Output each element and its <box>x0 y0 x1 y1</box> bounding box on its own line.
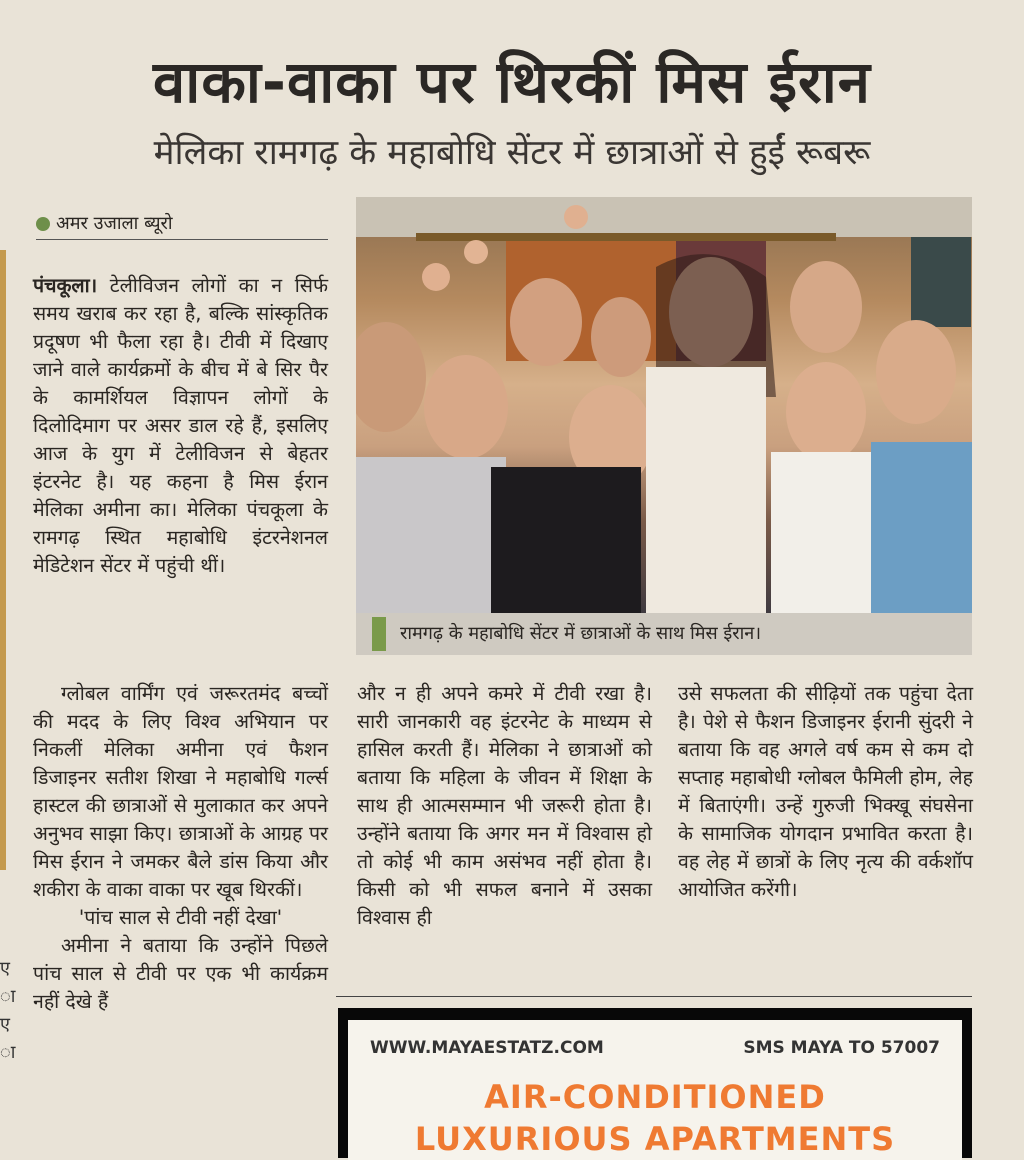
dateline: पंचकूला। <box>33 274 98 297</box>
ad-url: WWW.MAYAESTATZ.COM <box>370 1038 604 1058</box>
article-column-2 <box>357 680 652 932</box>
ad-panel <box>348 1020 962 1160</box>
paragraph-col3: उसे सफलता की सीढ़ियों तक पहुंचा देता है। पेशे से फैशन डिजाइनर ईरानी सुंदरी ने बताया कि वह अगले वर्ष कम से कम दो सप्ताह महाबोधी ग्लोबल फैमिली होम, लेह में बिताएंगी। उन्हें गुरुजी भिक्खू संघसेना के सामाजिक योगदान प्रभावित करता है। वह लेह में छात्रों के लिए नृत्य की वर्कशॉप आयोजित करेंगी। <box>678 682 973 901</box>
article-subheadline: मेलिका रामगढ़ के महाबोधि सेंटर में छात्राओं से हुईं रूबरू <box>153 133 871 173</box>
article-photo <box>356 197 972 613</box>
advertisement <box>338 1008 972 1158</box>
article-column-3 <box>678 680 973 904</box>
bullet-icon <box>36 217 50 231</box>
ad-headline-1: AIR-CONDITIONED <box>484 1078 826 1116</box>
article-headline: वाका-वाका पर थिरकीं मिस ईरान <box>153 48 871 116</box>
adjacent-article-edge <box>0 250 6 870</box>
article-column-1-bottom <box>33 680 328 1016</box>
paragraph-1: टेलीविजन लोगों का न सिर्फ समय खराब कर रहा है, बल्कि सांस्कृतिक प्रदूषण भी फैला रहा है। टीवी में दिखाए जाने वाले कार्यक्रमों के बीच में बे सिर पैर के कामर्शियल विज्ञापन लोगों के दिलोदिमाग पर असर डाल रहे हैं, इसलिए आज के युग में टेलीविजन से बेहतर इंटरनेट है। यह कहना है मिस ईरान मेलिका अमीना का। मेलिका पंचकूला के रामगढ़ स्थित महाबोधि इंटरनेशनल मेडिटेशन सेंटर में पहुंची थीं। <box>33 274 328 577</box>
photo-caption <box>356 613 972 655</box>
ad-sms: SMS MAYA TO 57007 <box>743 1038 940 1058</box>
section-divider <box>336 996 972 997</box>
article-column-1-top <box>33 272 328 580</box>
crosshead: 'पांच साल से टीवी नहीं देखा' <box>78 906 283 929</box>
ad-headline-2: LUXURIOUS APARTMENTS <box>414 1120 896 1158</box>
caption-text: रामगढ़ के महाबोधि सेंटर में छात्राओं के साथ मिस ईरान। <box>400 623 762 644</box>
paragraph-2: ग्लोबल वार्मिंग एवं जरूरतमंद बच्चों की मदद के लिए विश्व अभियान पर निकलीं मेलिका अमीना एवं फैशन डिजाइनर सतीश शिखा ने महाबोधि गर्ल्स हास्टल की छात्राओं से मुलाकात कर अपने अनुभव साझा किए। छात्राओं के आग्रह पर मिस ईरान ने जमकर बैले डांस किया और शकीरा के वाका वाका पर खूब थिरकीं। <box>33 682 328 901</box>
adjacent-article-fragments: ए ा ए ा <box>0 958 16 1063</box>
paragraph-col2: और न ही अपने कमरे में टीवी रखा है। सारी जानकारी वह इंटरनेट के माध्यम से हासिल करती हैं। मेलिका ने छात्राओं को बताया कि महिला के जीवन में शिक्षा के साथ ही आत्मसम्मान भी जरूरी होता है। उन्होंने बताया कि अगर मन में विश्वास हो तो कोई भी काम असंभव नहीं होता है। किसी को भी सफल बनाने में उसका विश्वास ही <box>357 682 652 929</box>
paragraph-3: अमीना ने बताया कि उन्होंने पिछले पांच साल से टीवी पर एक भी कार्यक्रम नहीं देखे हैं <box>33 934 328 1013</box>
byline-text: अमर उजाला ब्यूरो <box>56 213 173 234</box>
caption-marker <box>372 617 386 651</box>
byline <box>36 211 328 240</box>
